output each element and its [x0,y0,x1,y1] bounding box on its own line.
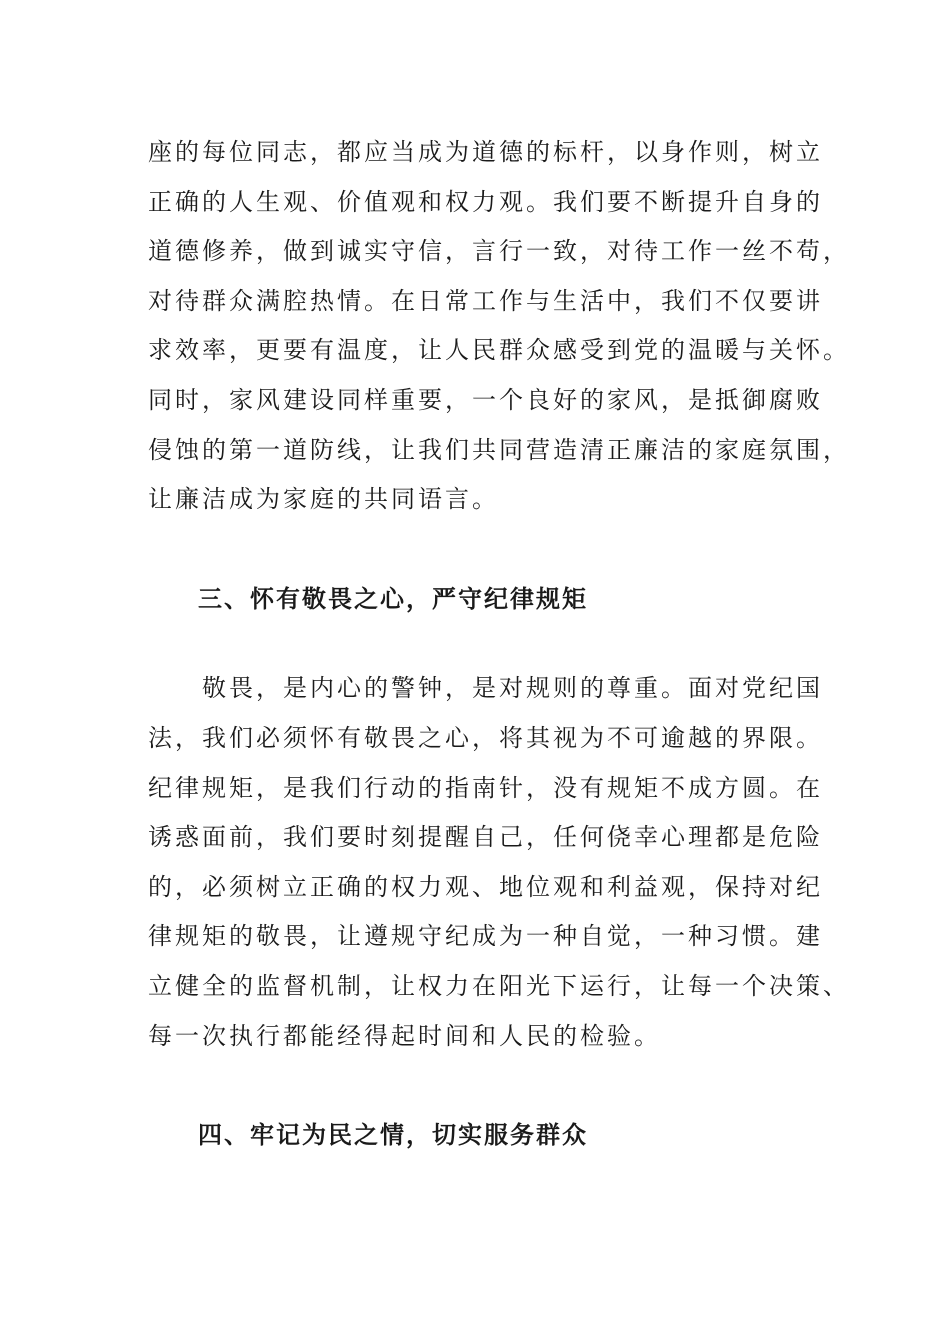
text-line: 纪律规矩，是我们行动的指南针，没有规矩不成方圆。在 [148,773,823,802]
text-line: 立健全的监督机制，让权力在阳光下运行，让每一个决策、 [148,971,850,1000]
section-heading-4: 四、牢记为民之情，切实服务群众 [198,1121,588,1150]
text-line: 求效率，更要有温度，让人民群众感受到党的温暖与关怀。 [148,336,850,365]
text-line: 正确的人生观、价值观和权力观。我们要不断提升自身的 [148,187,823,216]
document-body [148,128,850,1161]
text-line: 律规矩的敬畏，让遵规守纪成为一种自觉，一种习惯。建 [148,922,823,951]
text-line: 的，必须树立正确的权力观、地位观和利益观，保持对纪 [148,872,823,901]
text-line: 让廉洁成为家庭的共同语言。 [148,485,499,514]
text-line: 侵蚀的第一道防线，让我们共同营造清正廉洁的家庭氛围， [148,435,850,464]
section-heading-3: 三、怀有敬畏之心，严守纪律规矩 [198,584,588,613]
text-line: 道德修养，做到诚实守信，言行一致，对待工作一丝不苟， [148,237,850,266]
paragraph-morality [148,128,850,525]
text-line: 同时，家风建设同样重要，一个良好的家风，是抵御腐败 [148,385,823,414]
paragraph-awe [148,664,850,1061]
text-line: 对待群众满腔热情。在日常工作与生活中，我们不仅要讲 [148,286,823,315]
text-line: 敬畏，是内心的警钟，是对规则的尊重。面对党纪国 [148,674,823,703]
text-line: 座的每位同志，都应当成为道德的标杆，以身作则，树立 [148,138,823,166]
text-line: 每一次执行都能经得起时间和人民的检验。 [148,1021,661,1050]
text-line: 诱惑面前，我们要时刻提醒自己，任何侥幸心理都是危险 [148,823,823,852]
text-line: 法，我们必须怀有敬畏之心，将其视为不可逾越的界限。 [148,723,823,752]
